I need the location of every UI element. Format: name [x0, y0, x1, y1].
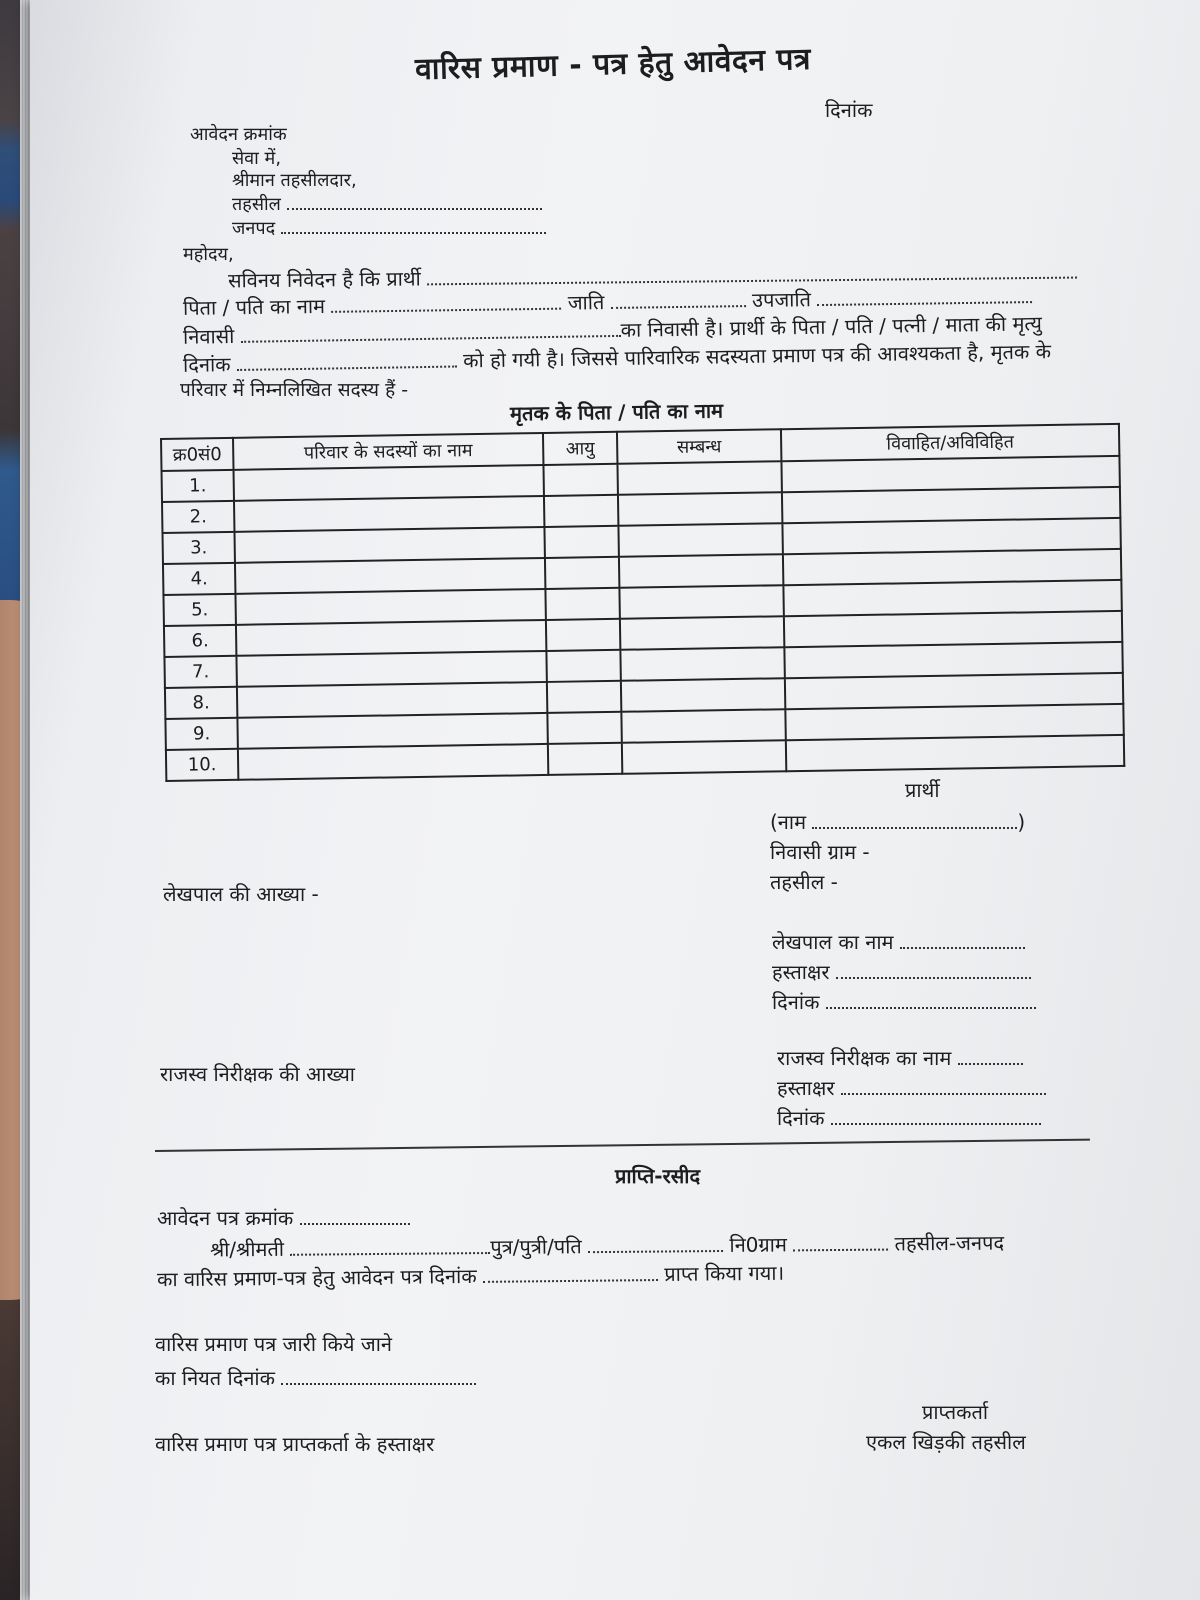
cell-name[interactable] — [236, 651, 546, 687]
applicant-name-line: (नाम ) — [770, 810, 1026, 834]
cell-age[interactable] — [544, 495, 618, 527]
col-marital-status: विवाहित/अविविहित — [781, 424, 1119, 461]
col-member-name: परिवार के सदस्यों का नाम — [233, 433, 543, 470]
application-number-label: आवेदन क्रमांक — [190, 124, 287, 145]
cell-name[interactable] — [235, 558, 545, 594]
father-name-line: पिता / पति का नाम जाति उपजाति — [183, 282, 1033, 321]
revenue-inspector-name-line: राजस्व निरीक्षक का नाम — [777, 1044, 1023, 1071]
family-members-line: परिवार में निम्नलिखित सदस्य हैं - — [180, 379, 409, 401]
col-relation: सम्बन्ध — [617, 429, 781, 464]
applicant-label: प्रार्थी — [905, 778, 940, 802]
to-label: सेवा में, — [232, 148, 282, 169]
cell-name[interactable] — [237, 682, 547, 718]
cell-name[interactable] — [234, 527, 544, 563]
col-age: आयु — [543, 432, 617, 465]
row-serial: 1. — [162, 470, 234, 502]
revenue-inspector-signature-line: हस्ताक्षर — [777, 1074, 1046, 1101]
receiver-label: प्राप्तकर्ता — [922, 1400, 989, 1424]
salutation: महोदय, — [183, 244, 234, 265]
cell-age[interactable] — [545, 557, 619, 589]
cell-relation[interactable] — [620, 647, 784, 681]
family-members-table — [160, 423, 1125, 782]
col-serial: क्र0सं0 — [161, 438, 233, 471]
cell-age[interactable] — [545, 588, 619, 620]
lekhpal-name-line: लेखपाल का नाम — [772, 928, 1025, 955]
office-label: एकल खिड़की तहसील — [866, 1430, 1026, 1454]
cell-relation[interactable] — [618, 523, 782, 557]
lekhpal-date-line: दिनांक — [772, 988, 1036, 1015]
cell-name[interactable] — [234, 465, 544, 501]
cell-age[interactable] — [546, 650, 620, 682]
row-serial: 10. — [166, 749, 238, 781]
receipt-date-line: का वारिस प्रमाण-पत्र हेतु आवेदन पत्र दिनांक प्राप्त किया गया। — [156, 1260, 785, 1292]
form-title: वारिस प्रमाण - पत्र हेतु आवेदन पत्र — [414, 41, 812, 88]
lekhpal-signature-line: हस्ताक्षर — [772, 958, 1031, 985]
cell-age[interactable] — [548, 743, 622, 775]
cell-relation[interactable] — [618, 492, 782, 526]
row-serial: 9. — [165, 718, 237, 750]
tehsil-label: तहसील — [232, 192, 542, 216]
addressee: श्रीमान तहसीलदार, — [232, 170, 357, 191]
cell-relation[interactable] — [620, 616, 784, 650]
request-line: सविनय निवेदन है कि प्रार्थी — [228, 258, 1077, 294]
cell-relation[interactable] — [617, 461, 781, 495]
cell-relation[interactable] — [621, 709, 785, 743]
issue-line-1: वारिस प्रमाण पत्र जारी किये जाने — [155, 1332, 392, 1356]
applicant-village: निवासी ग्राम - — [770, 840, 870, 864]
cell-name[interactable] — [238, 744, 548, 780]
lekhpal-report-label: लेखपाल की आख्या - — [163, 882, 319, 906]
receipt-application-no: आवेदन पत्र क्रमांक — [157, 1204, 410, 1231]
applicant-tehsil: तहसील - — [770, 870, 838, 894]
cell-name[interactable] — [236, 620, 546, 656]
cell-marital[interactable] — [786, 735, 1124, 771]
cell-age[interactable] — [546, 619, 620, 651]
cell-relation[interactable] — [619, 585, 783, 619]
cell-name[interactable] — [235, 589, 545, 625]
row-serial: 8. — [165, 687, 237, 719]
cell-name[interactable] — [237, 713, 547, 749]
revenue-inspector-report-label: राजस्व निरीक्षक की आख्या — [160, 1062, 355, 1086]
district-label: जनपद — [232, 216, 546, 240]
date-label: दिनांक — [825, 98, 873, 122]
form-sheet — [30, 0, 1200, 1600]
cell-relation[interactable] — [619, 554, 783, 588]
cell-name[interactable] — [234, 496, 544, 532]
row-serial: 6. — [164, 625, 236, 657]
issue-line-2: का नियत दिनांक — [155, 1364, 476, 1391]
cell-age[interactable] — [547, 681, 621, 713]
recipient-signature-label: वारिस प्रमाण पत्र प्राप्तकर्ता के हस्ताक्षर — [155, 1432, 435, 1456]
receipt-heading: प्राप्ति-रसीद — [615, 1164, 701, 1188]
cell-age[interactable] — [543, 464, 617, 496]
row-serial: 3. — [162, 532, 234, 564]
row-serial: 5. — [163, 594, 235, 626]
cell-age[interactable] — [544, 526, 618, 558]
row-serial: 7. — [164, 656, 236, 688]
cell-age[interactable] — [547, 712, 621, 744]
table-caption: मृतक के पिता / पति का नाम — [509, 398, 724, 426]
row-serial: 2. — [162, 501, 234, 533]
revenue-inspector-date-line: दिनांक — [777, 1104, 1041, 1131]
row-serial: 4. — [163, 563, 235, 595]
death-date-line: दिनांक को हो गयी है। जिससे पारिवारिक सदस्यता प्रमाण पत्र की आवश्यकता है, मृतक के — [182, 339, 1052, 377]
resident-line: निवासी का निवासी है। प्रार्थी के पिता / पति / पत्नी / माता की मृत्यु — [182, 311, 1043, 349]
cell-relation[interactable] — [621, 678, 785, 712]
cell-relation[interactable] — [622, 740, 786, 774]
receipt-person-line: श्री/श्रीमती पुत्र/पुत्री/पति नि0ग्राम तहसील-जनपद — [209, 1230, 1005, 1262]
